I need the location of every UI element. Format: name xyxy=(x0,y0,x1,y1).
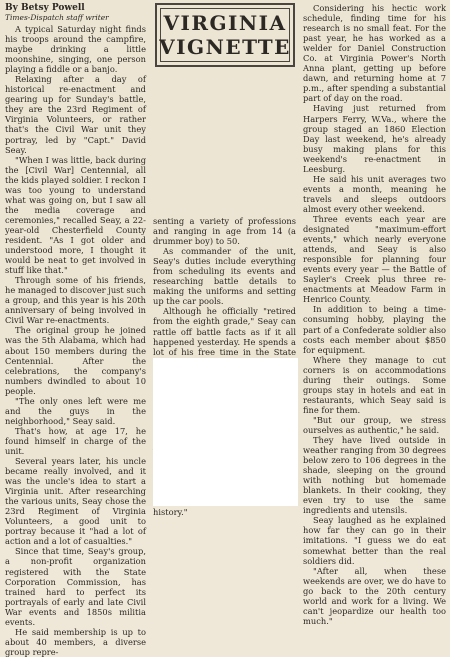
blank-area xyxy=(153,358,298,506)
paragraph: They have lived outside in weather ranging from 30 degrees below zero to 106 degrees in the shade, sleeping on the ground with nothing but homemade blankets. In their cooking, they even try to use the same ingredients and utensils. xyxy=(303,435,446,516)
paragraph: Seay laughed as he explained how far they can go in their imitations. "I guess we do eat somewhat better than the real soldiers did. xyxy=(303,515,446,566)
paragraph: "When I was little, back during the [Civil War] Centennial, all the kids played soldier. I reckon I was too young to understand what was going on, but I saw all the media coverage and ceremonies," recalled Seay, a 22-year-old Chesterfield County resident. "As I got older and understood more, I thought it would be neat to get involved in stuff like that." xyxy=(5,154,146,276)
paragraph: Three events each year are designated "maximum-effort events," which nearly everyone attends, and Seay is also responsible for planning four events every year — the Battle of Sayler's Creek plus three re-enactments at Meadow Farm in Henrico County. xyxy=(303,213,446,305)
paragraph: As commander of the unit, Seay's duties include everything from scheduling its events and researching battle details to making the uniforms and setting up the car pools. xyxy=(153,246,296,307)
paragraph: In addition to being a time-consuming hobby, playing the part of a Confederate soldier also costs each member about $850 for equipment. xyxy=(303,304,446,355)
headline-box xyxy=(155,3,295,67)
paragraph: Where they manage to cut corners is on accommodations during their outings. Some groups stay in hotels and eat in restaurants, which Seay said is fine for them. xyxy=(303,354,446,415)
paragraph: Through some of his friends, he managed to discover just such a group, and this year is his 20th anniversary of being involved in Civil War re-enactments. xyxy=(5,275,146,326)
paragraph: history." xyxy=(153,507,188,518)
paragraph: Several years later, his uncle became really involved, and it was the uncle's idea to start a Virginia unit. After researching the various units, Seay chose the 23rd Regiment of Virginia Volunteers, a good unit to portray because it "had a lot of action and a lot of casualties." xyxy=(5,456,146,547)
paragraph: "After all, when these weekends are over, we do have to go back to the 20th century world and work for a living. We can't jeopardize our health too much." xyxy=(303,565,446,626)
headline xyxy=(159,11,291,59)
paragraph: Considering his hectic work schedule, finding time for his research is no small feat. For the past year, he has worked as a welder for Daniel Construction Co. at Virginia Power's North Anna plant, getting up before dawn, and returning home at 7 p.m., after spending a substantial part of day on the road. xyxy=(303,3,446,104)
paragraph: Although he officially "retired from the eighth grade," Seay can rattle off battle facts as if it all happened yesterday. He spends a lot of his free time in the State xyxy=(153,306,296,357)
article-column-1 xyxy=(5,3,146,657)
paragraph: senting a variety of professions and ranging in age from 14 (a drummer boy) to 50. xyxy=(153,216,296,247)
paragraph: The original group he joined was the 5th Alabama, which had about 150 members during the Centennial. After the celebrations, the company's numbers dwindled to about 10 people. xyxy=(5,325,146,396)
headline-line-2: VIGNETTE xyxy=(159,35,291,59)
byline-credit: Times-Dispatch staff writer xyxy=(5,13,109,22)
paragraph: Having just returned from Harpers Ferry, W.Va., where the group staged an 1860 Election Day last weekend, he's already busy making plans for this weekend's re-enactment in Leesburg. xyxy=(303,103,446,174)
paragraph: "The only ones left were me and the guys in the neighborhood," Seay said. xyxy=(5,395,146,426)
headline-line-1: VIRGINIA xyxy=(163,11,287,35)
paragraph: Relaxing after a day of historical re-enactment and gearing up for Sunday's battle, they are the 23rd Regiment of Virginia Volunteers, or rather that's the Civil War unit they portray, led by "Capt." David Seay. xyxy=(5,74,146,155)
paragraph: A typical Saturday night finds his troops around the campfire, maybe drinking a little moonshine, singing, one person playing a fiddle or a banjo. xyxy=(5,24,146,75)
paragraph: "But our group, we stress ourselves as authentic," he said. xyxy=(303,414,446,435)
paragraph: That's how, at age 17, he found himself in charge of the unit. xyxy=(5,425,146,456)
paragraph: He said membership is up to about 40 members, a diverse group repre- xyxy=(5,626,146,657)
paragraph: Since that time, Seay's group, a non-profit organization registered with the State Corporation Commission, has trained hard to perfect its portrayals of early and late Civil War events and 1850s militia events. xyxy=(5,546,146,627)
article-column-3 xyxy=(303,3,446,626)
byline: By Betsy Powell xyxy=(5,3,85,13)
paragraph: He said his unit averages two events a month, meaning he travels and sleeps outdoors almost every other weekend. xyxy=(303,173,446,214)
